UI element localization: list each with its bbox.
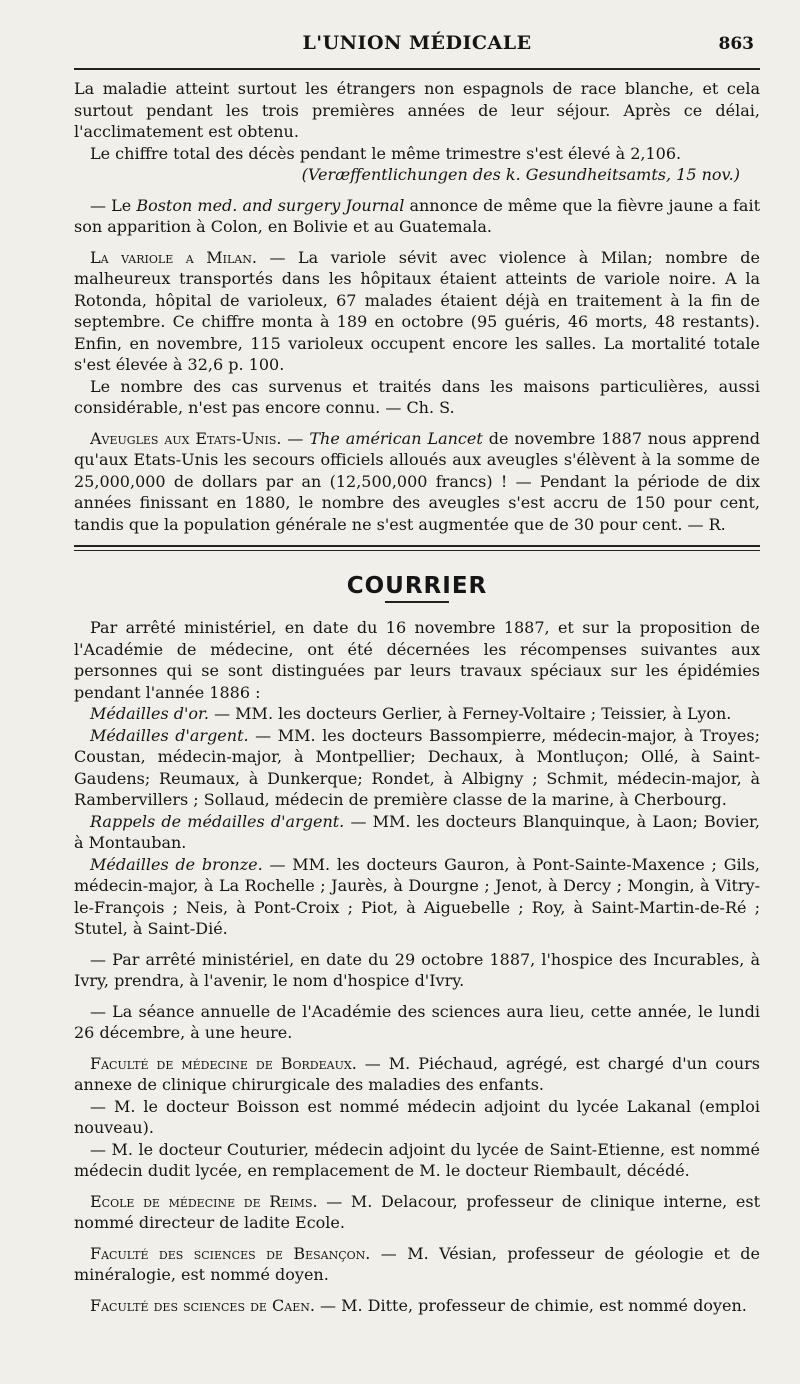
news-item: — Par arrêté ministériel, en date du 29 octobre 1887, l'hospice des Incurables, à Ivry, prendra, à l'avenir, le nom d'hospice d'Ivry. bbox=[74, 949, 760, 990]
news-item: Ecole de médecine de Reims. — M. Delacour, professeur de clinique interne, est nommé directeur de ladite Ecole. bbox=[74, 1191, 760, 1232]
section-caps: Aveugles aux Etats-Unis. bbox=[90, 428, 282, 448]
section-caps: Faculté de médecine de Bordeaux. bbox=[90, 1053, 357, 1073]
section-caps: La variole a Milan. bbox=[90, 247, 257, 267]
paragraph-cas: Le nombre des cas survenus et traités dans les maisons particulières, aussi considérable, n'est pas encore connu. — Ch. S. bbox=[74, 376, 760, 417]
paragraph-aveugles: Aveugles aux Etats-Unis. — The américan Lancet de novembre 1887 nous apprend qu'aux Etats-Unis les secours officiels alloués aux aveugles s'élèvent à la somme de 25,000,000 de dollars par an (12,500,000 francs) ! — Pendant la période de dix années finissant en 1880, le nombre des aveugles s'est accru de 150 pour cent, tandis que la population générale ne s'est augmentée que de 30 pour cent. — R. bbox=[74, 428, 761, 534]
news-item: Faculté de médecine de Bordeaux. — M. Piéchaud, agrégé, est chargé d'un cours annexe de clinique chirurgicale des maladies des enfants. bbox=[74, 1053, 760, 1094]
section-divider bbox=[74, 545, 760, 551]
section-caps: Ecole de médecine de Reims. bbox=[90, 1191, 318, 1211]
paragraph-maladie: La maladie atteint surtout les étrangers non espagnols de race blanche, et cela surtout pendant les trois premières années de leur séjour. Après ce délai, l'acclimatement est obtenu. bbox=[74, 79, 760, 141]
news-item: — La séance annuelle de l'Académie des sciences aura lieu, cette année, le lundi 26 décembre, à une heure. bbox=[74, 1001, 760, 1042]
news-item: — M. le docteur Couturier, médecin adjoint du lycée de Saint-Etienne, est nommé médecin dudit lycée, en remplacement de M. le docteur Riembault, décédé. bbox=[74, 1139, 760, 1180]
award-item: Médailles d'or. — MM. les docteurs Gerlier, à Ferney-Voltaire ; Teissier, à Lyon. bbox=[90, 704, 732, 723]
section-caps: Faculté des sciences de Caen. bbox=[90, 1295, 315, 1315]
journal-name: The américan Lancet bbox=[309, 428, 483, 448]
award-item: Médailles d'argent. — MM. les docteurs Bassompierre, médecin-major, à Troyes; Coustan, médecin-major, à Montpellier; Dechaux, à Montluçon; Ollé, à Saint-Gaudens; Reumaux, à Dunkerque; Rondet, à Albigny ; Schmit, médecin-major, à Rambervillers ; Sollaud, médecin de première classe de la marine, à Cherbourg. bbox=[74, 725, 761, 809]
source-citation: (Veræffentlichungen des k. Gesundheitsamts, 15 nov.) bbox=[301, 165, 740, 184]
award-item: Médailles de bronze. — MM. les docteurs Gauron, à Pont-Sainte-Maxence ; Gils, médecin-major, à La Rochelle ; Jaurès, à Dourgne ; Jenot, à Dercy ; Mongin, à Vitry-le-François ; Neis, à Pont-Croix ; Piot, à Aiguebelle ; Roy, à Saint-Martin-de-Ré ; Stutel, à Saint-Dié. bbox=[74, 854, 761, 938]
page-header bbox=[74, 30, 760, 64]
paragraph-boston: — Le Boston med. and surgery Journal annonce de même que la fièvre jaune a fait son apparition à Colon, en Bolivie et au Guatemala. bbox=[74, 195, 760, 236]
courrier-intro: Par arrêté ministériel, en date du 16 novembre 1887, et sur la proposition de l'Académie de médecine, ont été décernées les récompenses suivantes aux personnes qui se sont distinguées par leurs travaux spéciaux sur les épidémies pendant l'année 1886 : bbox=[74, 618, 760, 702]
news-item: Faculté des sciences de Besançon. — M. Vésian, professeur de géologie et de minéralogie, est nommé doyen. bbox=[74, 1243, 761, 1284]
paragraph-variole: La variole a Milan. — La variole sévit avec violence à Milan; nombre de malheureux transportés dans les hôpitaux étaient atteints de variole noire. A la Rotonda, hôpital de varioleux, 67 malades étaient déjà en traitement à la fin de septembre. Ce chiffre monta à 189 en octobre (95 guéris, 46 morts, 48 restants). Enfin, en novembre, 115 varioleux occupent encore les salles. La mortalité totale s'est élevée à 32,6 p. 100. bbox=[74, 247, 760, 374]
running-title: L'UNION MÉDICALE bbox=[302, 32, 532, 54]
news-item: — M. le docteur Boisson est nommé médecin adjoint du lycée Lakanal (emploi nouveau). bbox=[74, 1096, 760, 1137]
award-item: Rappels de médailles d'argent. — MM. les docteurs Blanquinque, à Laon; Bovier, à Montauban. bbox=[74, 811, 761, 852]
journal-page bbox=[74, 30, 760, 1316]
journal-name: Boston med. and surgery Journal bbox=[136, 195, 405, 215]
news-item: Faculté des sciences de Caen. — M. Ditte, professeur de chimie, est nommé doyen. bbox=[90, 1295, 747, 1315]
section-caps: Faculté des sciences de Besançon. bbox=[90, 1243, 371, 1263]
heading-underline bbox=[385, 601, 449, 603]
courrier-heading: COURRIER bbox=[346, 573, 488, 599]
paragraph-deces: Le chiffre total des décès pendant le même trimestre s'est élevé à 2,106. bbox=[90, 143, 682, 163]
page-number: 863 bbox=[718, 34, 754, 54]
